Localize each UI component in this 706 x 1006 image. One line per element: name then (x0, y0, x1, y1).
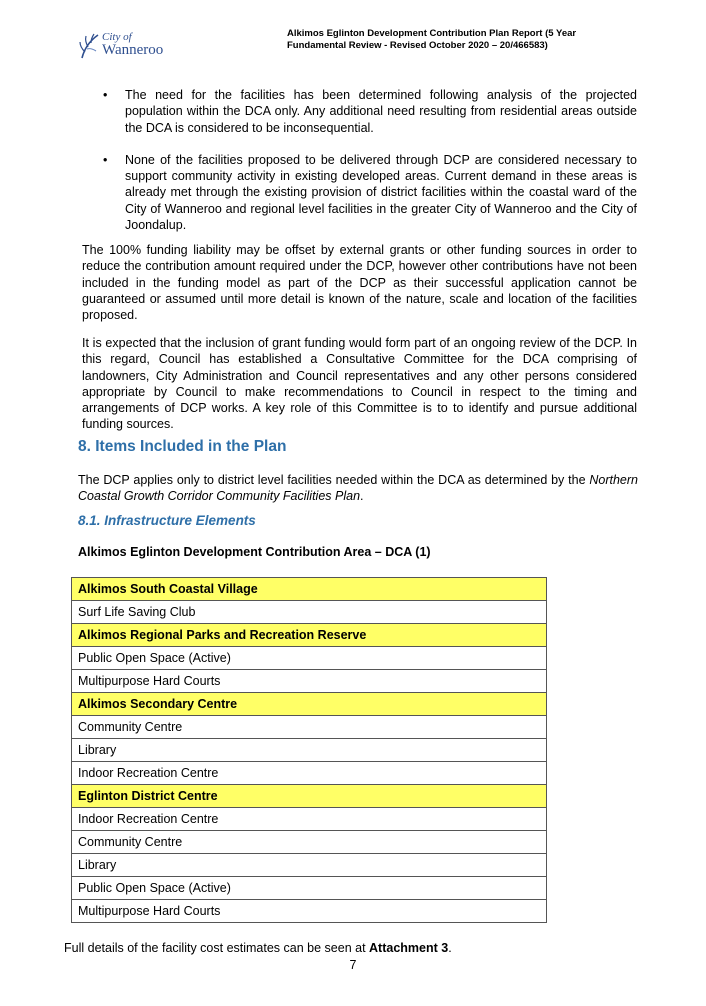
paragraph-grant-funding: It is expected that the inclusion of grant funding would form part of an ongoing review of the DCP. In this regard, Council has established a Consultative Committee for the DCA comprising of landowners, City Administration and Council representatives and any other persons considered appropriate by Council to make recommendations to Council in respect to the timing and arrangements of DCP works. A key role of this Committee is to to identify and pursue additional funding sources. (82, 336, 637, 432)
table-row (72, 601, 547, 624)
paragraph-funding-liability: The 100% funding liability may be offset by external grants or other funding sources in order to reduce the contribution amount required under the DCP, however other contributions have not been included in the funding model as part of the DCP as their successful application cannot be guaranteed or assumed until more detail is known of the nature, scale and location of the facilities proposed. (82, 243, 637, 323)
facilities-table (71, 577, 547, 923)
bullet-item (103, 87, 637, 136)
page-number: 7 (349, 958, 357, 972)
table-group-row (72, 785, 547, 808)
group-label-cell: Eglinton District Centre (72, 785, 547, 808)
group-label-cell: Alkimos Secondary Centre (72, 693, 547, 716)
table-group-row (72, 624, 547, 647)
group-label-cell: Alkimos South Coastal Village (72, 578, 547, 601)
document-header-title: Alkimos Eglinton Development Contribution Plan Report (5 Year Fundamental Review - Revised October 2020 – 20/466583) (287, 28, 577, 51)
table-row (72, 808, 547, 831)
facility-cell: Multipurpose Hard Courts (72, 670, 547, 693)
bullet-list (103, 87, 637, 249)
footer-note-text: Full details of the facility cost estimates can be seen at (64, 941, 370, 955)
table-row (72, 831, 547, 854)
facility-cell: Library (72, 739, 547, 762)
subsection-heading: 8.1. Infrastructure Elements (78, 513, 256, 528)
bullet-item (103, 152, 637, 233)
footer-note (64, 941, 452, 955)
facility-cell: Surf Life Saving Club (72, 601, 547, 624)
facility-cell: Indoor Recreation Centre (72, 762, 547, 785)
table-row (72, 877, 547, 900)
section-intro-text: The DCP applies only to district level facilities needed within the DCA as determined by the (78, 473, 590, 487)
facility-cell: Public Open Space (Active) (72, 647, 547, 670)
bullet-text: The need for the facilities has been determined following analysis of the projected population within the DCA only. Any additional need resulting from residential areas outside the DCA is considered to be inconsequential. (125, 88, 637, 135)
bullet-dot-icon: • (103, 152, 108, 167)
logo-name-text: Wanneroo (102, 42, 164, 58)
table-title: Alkimos Eglinton Development Contribution Area – DCA (1) (78, 545, 431, 559)
group-label-cell: Alkimos Regional Parks and Recreation Reserve (72, 624, 547, 647)
table-row (72, 900, 547, 923)
logo-city-of-text: City of (102, 31, 132, 43)
facility-cell: Community Centre (72, 716, 547, 739)
bullet-text: None of the facilities proposed to be delivered through DCP are considered necessary to support community activity in existing developed areas. Current demand in these areas is already met through the existing provision of district facilities within the coastal ward of the City of Wanneroo and regional level facilities in the greater City of Wanneroo and the City of Joondalup. (125, 152, 637, 233)
table-group-row (72, 578, 547, 601)
section-intro-end: . (360, 489, 364, 504)
table-row (72, 854, 547, 877)
facility-cell: Community Centre (72, 831, 547, 854)
footer-note-bold: Attachment 3 (369, 941, 449, 955)
fern-leaf-icon (78, 32, 100, 60)
table-row (72, 762, 547, 785)
city-of-wanneroo-logo (78, 30, 188, 64)
facility-cell: Public Open Space (Active) (72, 877, 547, 900)
section-intro (78, 472, 638, 505)
facility-cell: Indoor Recreation Centre (72, 808, 547, 831)
table-row (72, 739, 547, 762)
section-heading: 8. Items Included in the Plan (78, 438, 287, 455)
footer-note-end: . (448, 941, 452, 955)
table-row (72, 647, 547, 670)
section-intro-italic: Northern Coastal Growth Corridor Community Facilities Plan (78, 473, 638, 504)
table-group-row (72, 693, 547, 716)
facility-cell: Library (72, 854, 547, 877)
facility-cell: Multipurpose Hard Courts (72, 900, 547, 923)
table-row (72, 670, 547, 693)
bullet-dot-icon: • (103, 88, 108, 102)
table-row (72, 716, 547, 739)
